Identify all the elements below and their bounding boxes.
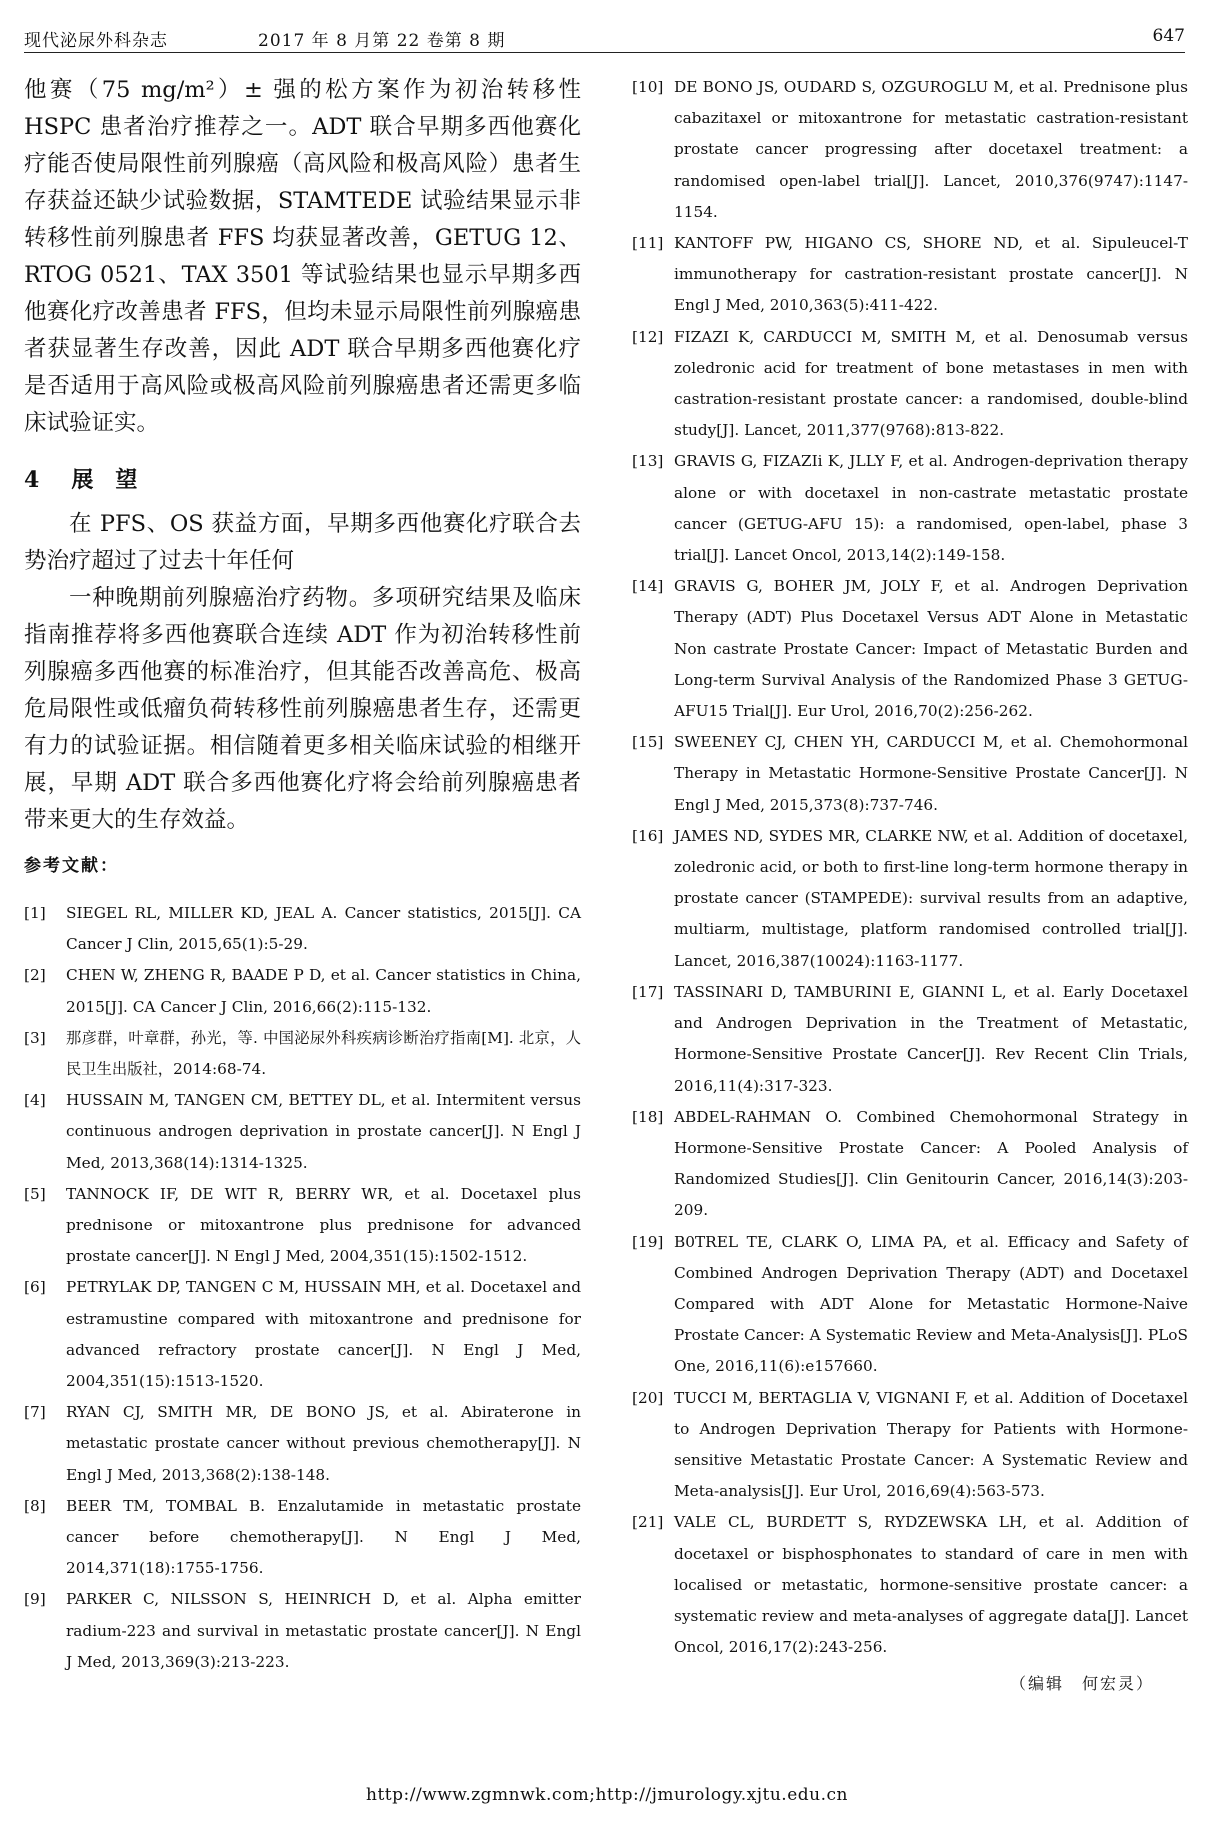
reference-text: TASSINARI D, TAMBURINI E, GIANNI L, et al. Early Docetaxel and Androgen Deprivation in the Treatment of Metastatic, Hormone-Sensitive Prostate Cancer[J]. Rev Recent Clin Trials, 2016,11(4):317-323. <box>674 982 1188 1095</box>
reference-text: DE BONO JS, OUDARD S, OZGUROGLU M, et al. Prednisone plus cabazitaxel or mitoxantrone for metastatic castration-resistant prostate cancer progressing after docetaxel treatment: a randomised open-label trial[J]. Lancet, 2010,376(9747):1147-1154. <box>674 78 1188 221</box>
issue-info: 2017 年 8 月第 22 卷第 8 期 <box>258 31 506 51</box>
reference-item <box>24 1584 581 1678</box>
reference-number: [14] <box>632 577 664 596</box>
reference-item <box>632 228 1188 322</box>
reference-text: VALE CL, BURDETT S, RYDZEWSKA LH, et al. Addition of docetaxel or bisphosphonates to standard of care in men with localised or metastatic, hormone-sensitive prostate cancer: a systematic review and meta-analyses of aggregate data[J]. Lancet Oncol, 2016,17(2):243-256. <box>674 1513 1188 1657</box>
reference-list-right <box>632 72 1188 1663</box>
reference-number: [13] <box>632 452 664 471</box>
reference-number: [10] <box>632 78 664 96</box>
reference-number: [8] <box>24 1496 46 1515</box>
left-column <box>24 72 581 1678</box>
reference-item <box>632 1102 1188 1227</box>
reference-text: KANTOFF PW, HIGANO CS, SHORE ND, et al. Sipuleucel-T immunotherapy for castration-resistant prostate cancer[J]. N Engl J Med, 2010,363(5):411-422. <box>674 234 1188 315</box>
reference-item <box>632 72 1188 228</box>
reference-number: [12] <box>632 327 664 346</box>
editor-note: （编辑 何宏灵） <box>1009 1674 1154 1694</box>
reference-item <box>632 322 1188 447</box>
reference-number: [1] <box>24 904 46 922</box>
reference-text: GRAVIS G, BOHER JM, JOLY F, et al. Androgen Deprivation Therapy (ADT) Plus Docetaxel Versus ADT Alone in Metastatic Non castrate Prostate Cancer: Impact of Metastatic Burden and Long-term Survival Analysis of the Randomized Phase 3 GETUG-AFU15 Trial[J]. Eur Urol, 2016,70(2):256-262. <box>674 577 1188 721</box>
reference-text: 那彦群，叶章群，孙光，等. 中国泌尿外科疾病诊断治疗指南[M]. 北京，人民卫生出版社，2014:68-74. <box>66 1028 581 1079</box>
page-number: 647 <box>1152 26 1185 46</box>
reference-number: [15] <box>632 733 664 752</box>
reference-item <box>24 1397 581 1491</box>
section-number: 4 <box>24 467 42 493</box>
reference-item <box>24 1023 581 1085</box>
reference-number: [19] <box>632 1232 664 1251</box>
running-header <box>24 20 1185 53</box>
reference-number: [20] <box>632 1388 664 1407</box>
section-heading <box>24 463 581 494</box>
section-title: 展望 <box>71 467 160 493</box>
right-column <box>632 72 1188 1694</box>
body-text <box>24 72 581 442</box>
reference-item <box>632 446 1188 571</box>
reference-text: TUCCI M, BERTAGLIA V, VIGNANI F, et al. Addition of Docetaxel to Androgen Deprivation Therapy for Patients with Hormone-sensitive Metastatic Prostate Cancer: A Systematic Review and Meta-analysis[J]. Eur Urol, 2016,69(4):563-573. <box>674 1388 1188 1501</box>
reference-number: [21] <box>632 1513 664 1532</box>
reference-number: [2] <box>24 966 46 985</box>
reference-number: [5] <box>24 1184 46 1203</box>
paragraph-2: 在 PFS、OS 获益方面，早期多西他赛化疗联合去势治疗超过了过去十年任何 <box>24 511 581 574</box>
references-heading: 参考文献： <box>24 856 119 876</box>
reference-item <box>632 571 1188 727</box>
reference-text: ABDEL-RAHMAN O. Combined Chemohormonal Strategy in Hormone-Sensitive Prostate Cancer: A Pooled Analysis of Randomized Studies[J]. Clin Genitourin Cancer, 2016,14(3):203-209. <box>674 1107 1188 1220</box>
reference-text: GRAVIS G, FIZAZIi K, JLLY F, et al. Androgen-deprivation therapy alone or with docetaxel in non-castrate metastatic prostate cancer (GETUG-AFU 15): a randomised, open-label, phase 3 trial[J]. Lancet Oncol, 2013,14(2):149-158. <box>674 452 1188 565</box>
reference-text: HUSSAIN M, TANGEN CM, BETTEY DL, et al. Intermitent versus continuous androgen deprivation in prostate cancer[J]. N Engl J Med, 2013,368(14):1314-1325. <box>66 1091 581 1172</box>
reference-item <box>632 1383 1188 1508</box>
reference-text: TANNOCK IF, DE WIT R, BERRY WR, et al. Docetaxel plus prednisone or mitoxantrone plus prednisone for advanced prostate cancer[J]. N Engl J Med, 2004,351(15):1502-1512. <box>66 1184 581 1266</box>
reference-number: [7] <box>24 1403 46 1422</box>
reference-number: [3] <box>24 1028 46 1047</box>
footer-urls: http://www.zgmnwk.com;http://jmurology.xjtu.edu.cn <box>366 1785 848 1805</box>
reference-number: [6] <box>24 1278 46 1297</box>
reference-item <box>24 1085 581 1179</box>
paragraph-3: 一种晚期前列腺癌治疗药物。多项研究结果及临床指南推荐将多西他赛联合连续 ADT 作为初治转移性前列腺癌多西他赛的标准治疗，但其能否改善高危、极高危局限性或低瘤负荷转移性前列腺癌患者生存，还需更有力的试验证据。相信随着更多相关临床试验的相继开展，早期 ADT 联合多西他赛化疗将会给前列腺癌患者带来更大的生存效益。 <box>24 585 581 833</box>
reference-item <box>632 1227 1188 1383</box>
reference-list-left <box>24 898 581 1678</box>
outlook-text <box>24 506 581 839</box>
reference-item <box>632 1507 1188 1663</box>
reference-item <box>632 977 1188 1102</box>
reference-text: SIEGEL RL, MILLER KD, JEAL A. Cancer statistics, 2015[J]. CA Cancer J Clin, 2015,65(1):5-29. <box>66 904 581 954</box>
reference-item <box>24 898 581 960</box>
reference-number: [18] <box>632 1107 664 1126</box>
reference-text: PETRYLAK DP, TANGEN C M, HUSSAIN MH, et al. Docetaxel and estramustine compared with mitoxantrone and prednisone for advanced refractory prostate cancer[J]. N Engl J Med, 2004,351(15):1513-1520. <box>66 1278 581 1391</box>
reference-text: B0TREL TE, CLARK O, LIMA PA, et al. Efficacy and Safety of Combined Androgen Deprivation Therapy (ADT) and Docetaxel Compared with ADT Alone for Metastatic Hormone-Naive Prostate Cancer: A Systematic Review and Meta-Analysis[J]. PLoS One, 2016,11(6):e157660. <box>674 1232 1188 1376</box>
reference-text: BEER TM, TOMBAL B. Enzalutamide in metastatic prostate cancer before chemotherapy[J]. N Engl J Med, 2014,371(18):1755-1756. <box>66 1496 581 1578</box>
reference-number: [4] <box>24 1091 46 1110</box>
paragraph-1: 他赛（75 mg/m²）± 强的松方案作为初治转移性 HSPC 患者治疗推荐之一。ADT 联合早期多西他赛化疗能否使局限性前列腺癌（高风险和极高风险）患者生存获益还缺少试验数据，STAMTEDE 试验结果显示非转移性前列腺患者 FFS 均获显著改善，GETUG 12、RTOG 0521、TAX 3501 等试验结果也显示早期多西他赛化疗改善患者 FFS，但均未显示局限性前列腺癌患者获显著生存改善，因此 ADT 联合早期多西他赛化疗是否适用于高风险或极高风险前列腺癌患者还需更多临床试验证实。 <box>24 77 581 436</box>
reference-text: RYAN CJ, SMITH MR, DE BONO JS, et al. Abiraterone in metastatic prostate cancer without previous chemotherapy[J]. N Engl J Med, 2013,368(2):138-148. <box>66 1403 581 1484</box>
reference-number: [16] <box>632 826 664 845</box>
reference-text: SWEENEY CJ, CHEN YH, CARDUCCI M, et al. Chemohormonal Therapy in Metastatic Hormone-Sensitive Prostate Cancer[J]. N Engl J Med, 2015,373(8):737-746. <box>674 733 1188 814</box>
reference-item <box>24 1491 581 1585</box>
reference-text: JAMES ND, SYDES MR, CLARKE NW, et al. Addition of docetaxel, zoledronic acid, or both to first-line long-term hormone therapy in prostate cancer (STAMPEDE): survival results from an adaptive, multiarm, multistage, platform randomised controlled trial[J]. Lancet, 2016,387(10024):1163-1177. <box>674 826 1188 970</box>
reference-text: FIZAZI K, CARDUCCI M, SMITH M, et al. Denosumab versus zoledronic acid for treatment of bone metastases in men with castration-resistant prostate cancer: a randomised, double-blind study[J]. Lancet, 2011,377(9768):813-822. <box>674 327 1188 440</box>
journal-name: 现代泌尿外科杂志 <box>24 31 168 51</box>
reference-item <box>24 1179 581 1273</box>
reference-number: [17] <box>632 982 664 1001</box>
reference-text: CHEN W, ZHENG R, BAADE P D, et al. Cancer statistics in China, 2015[J]. CA Cancer J Clin, 2016,66(2):115-132. <box>66 966 581 1016</box>
reference-item <box>632 821 1188 977</box>
reference-number: [9] <box>24 1590 46 1609</box>
reference-item <box>632 727 1188 821</box>
reference-item <box>24 1272 581 1397</box>
reference-item <box>24 960 581 1022</box>
reference-number: [11] <box>632 234 664 253</box>
reference-text: PARKER C, NILSSON S, HEINRICH D, et al. Alpha emitter radium-223 and survival in metastatic prostate cancer[J]. N Engl J Med, 2013,369(3):213-223. <box>66 1590 581 1671</box>
